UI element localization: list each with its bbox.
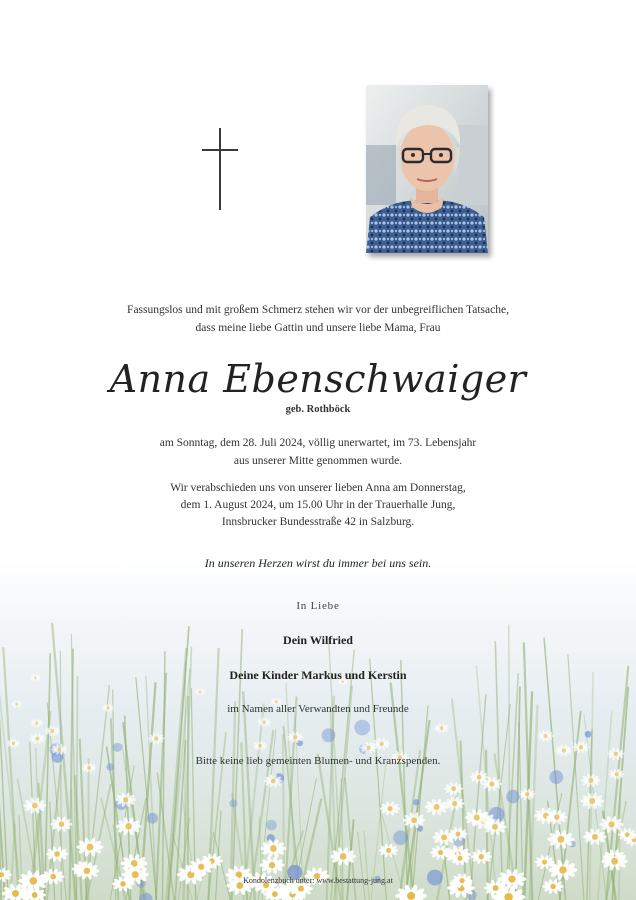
funeral-line: Innsbrucker Bundesstraße 42 in Salzburg.	[221, 516, 415, 528]
intro-line: Fassungslos und mit großem Schmerz stehen wir vor der unbegreiflichen Tatsache,	[127, 304, 509, 316]
in-love-label: In Liebe	[296, 600, 340, 612]
relatives-line: im Namen aller Verwandten und Freunde	[227, 703, 409, 715]
mourner-spouse: Dein Wilfried	[283, 633, 353, 647]
death-line: am Sonntag, dem 28. Juli 2024, völlig unerwartet, im 73. Lebensjahr	[159, 437, 477, 449]
funeral-line: Wir verabschieden uns von unserer lieben Anna am Donnerstag,	[170, 482, 466, 494]
mourner-children: Deine Kinder Markus und Kerstin	[229, 668, 407, 682]
intro-text	[0, 301, 636, 337]
deceased-name: Anna Ebenschwaiger	[109, 357, 527, 401]
maiden-name: geb. Rothböck	[285, 404, 351, 415]
funeral-line: dem 1. August 2024, um 15.00 Uhr in der Trauerhalle Jung,	[180, 499, 456, 511]
cross-icon	[202, 128, 238, 210]
memorial-quote: In unseren Herzen wirst du immer bei uns sein.	[204, 556, 432, 570]
portrait-photo	[366, 85, 488, 253]
no-flowers-request: Bitte keine lieb gemeinten Blumen- und Kranzspenden.	[195, 755, 441, 767]
death-notice	[0, 434, 636, 470]
funeral-details	[0, 480, 636, 531]
condolence-book-link[interactable]: Kondolenzbuch unter: www.bestattung-jung.at	[243, 876, 393, 885]
death-line: aus unserer Mitte genommen wurde.	[233, 455, 403, 467]
intro-line: dass meine liebe Gattin und unsere liebe Mama, Frau	[195, 322, 441, 334]
